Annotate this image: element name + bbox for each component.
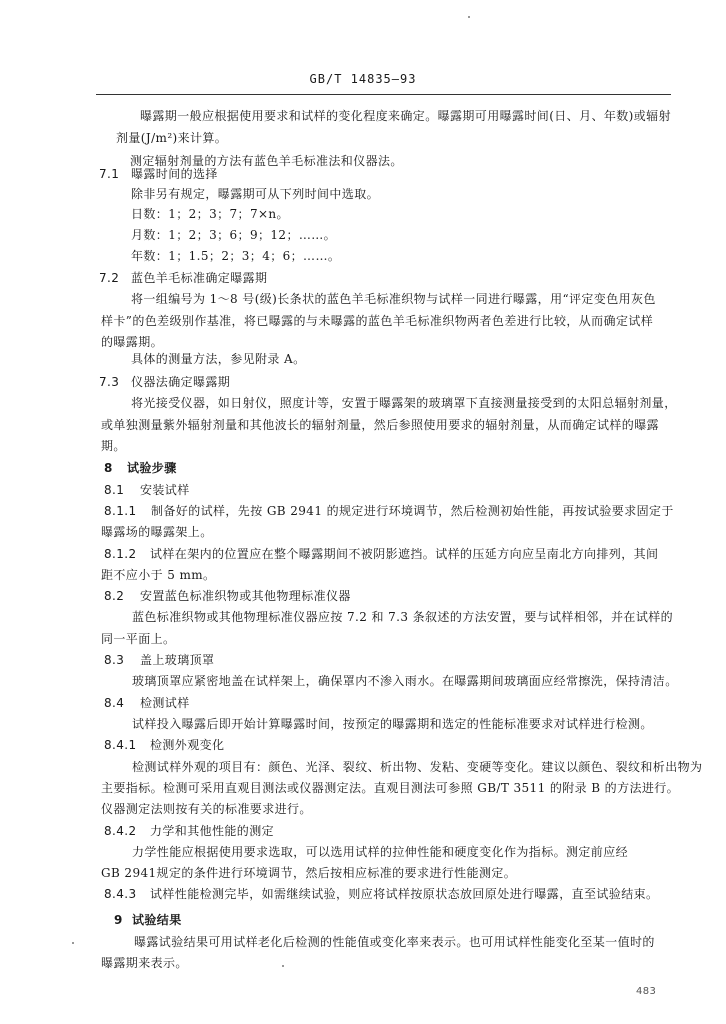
text-line: 的曝露期。 — [101, 335, 164, 349]
page-number: 483 — [636, 986, 657, 997]
page-header: GB/T 14835—93 — [309, 72, 417, 86]
text-line: 玻璃顶罩应紧密地盖在试样架上，确保罩内不渗入雨水。在曝露期间玻璃面应经常擦洗，保持清洁。 — [132, 674, 678, 688]
text-line: 期。 — [101, 439, 126, 453]
text-line: 日数：1；2；3；7；7×n。 — [131, 207, 289, 221]
header-rule — [96, 94, 671, 95]
section-number: 8.1 — [104, 483, 125, 497]
section-heading: 仪器法确定曝露期 — [131, 375, 231, 389]
section-number: 8.1.1 — [104, 504, 137, 518]
section-heading: 安装试样 — [140, 483, 190, 497]
text-line: 月数：1；2；3；6；9；12；……。 — [131, 228, 337, 242]
text-line: 距不应小于 5 mm。 — [101, 568, 216, 582]
text-line: 检测试样外观的项目有：颜色、光泽、裂纹、析出物、发粘、变硬等变化。建议以颜色、裂纹和析出物为 — [132, 760, 703, 774]
text-line: 或单独测量紫外辐射剂量和其他波长的辐射剂量，然后参照使用要求的辐射剂量，从而确定试样的曝露 — [101, 418, 660, 432]
text-line: GB 2941规定的条件进行环境调节，然后按相应标准的要求进行性能测定。 — [101, 866, 517, 880]
text-line: 力学性能应根据使用要求选取，可以选用试样的拉伸性能和硬度变化作为指标。测定前应经 — [132, 845, 629, 859]
text-line: 试样投入曝露后即开始计算曝露时间，按预定的曝露期和选定的性能标准要求对试样进行检测。 — [132, 717, 653, 731]
scan-speck — [72, 942, 74, 944]
section-heading: 试验结果 — [132, 913, 182, 927]
section-number: 9 — [114, 913, 123, 927]
text-line: 将一组编号为 1～8 号(级)长条状的蓝色羊毛标准织物与试样一同进行曝露，用“评定变色用灰色 — [131, 292, 656, 306]
section-heading: 力学和其他性能的测定 — [150, 824, 275, 838]
text-line: 曝露场的曝露架上。 — [101, 525, 213, 539]
section-heading: 曝露时间的选择 — [131, 167, 218, 181]
section-number: 8.4.2 — [104, 824, 137, 838]
section-heading: 试验步骤 — [127, 461, 177, 475]
text-line: 蓝色标准织物或其他物理标准仪器应按 7.2 和 7.3 条叙述的方法安置，要与试样相邻，并在试样的 — [132, 610, 674, 624]
text-line: 将光接受仪器，如日射仪，照度计等，安置于曝露架的玻璃罩下直接测量接受到的太阳总辐射剂量， — [131, 396, 677, 410]
text-line: 年数：1；1.5；2；3；4；6；……。 — [131, 249, 341, 263]
section-heading: 蓝色羊毛标准确定曝露期 — [131, 271, 268, 285]
text-line: 曝露期一般应根据使用要求和试样的变化程度来确定。曝露期可用曝露时间(日、月、年数)或辐射 — [140, 109, 671, 123]
text-line: 样卡”的色差级别作基准，将已曝露的与未曝露的蓝色羊毛标准织物两者色差进行比较，从而确定试样 — [101, 314, 654, 328]
text-line: 除非另有规定，曝露期可从下列时间中选取。 — [131, 187, 380, 201]
section-number: 7.2 — [99, 271, 120, 285]
section-number: 8.3 — [104, 653, 125, 667]
section-heading: 盖上玻璃顶罩 — [140, 653, 215, 667]
text-line: 同一平面上。 — [101, 632, 176, 646]
text-line: 曝露试验结果可用试样老化后检测的性能值或变化率来表示。也可用试样性能变化至某一值时的 — [134, 935, 655, 949]
scan-speck — [468, 16, 470, 18]
section-number: 8.4.1 — [104, 738, 137, 752]
section-number: 8.2 — [104, 589, 125, 603]
scan-speck — [282, 965, 284, 967]
section-number: 8.1.2 — [104, 547, 137, 561]
text-line: 试样在架内的位置应在整个曝露期间不被阴影遮挡。试样的压延方向应呈南北方向排列，其间 — [150, 547, 659, 561]
text-line: 试样性能检测完毕，如需继续试验，则应将试样按原状态放回原处进行曝露，直至试验结束。 — [150, 887, 659, 901]
text-line: 剂量(J/m²)来计算。 — [116, 131, 228, 145]
section-number: 7.3 — [99, 375, 120, 389]
text-line: 主要指标。检测可采用直观目测法或仪器测定法。直观目测法可参照 GB/T 3511 的附录 B 的方法进行。 — [101, 781, 680, 795]
text-line: 仪器测定法则按有关的标准要求进行。 — [101, 802, 312, 816]
text-line: 曝露期来表示。 — [101, 956, 188, 970]
section-number: 8.4.3 — [104, 887, 137, 901]
text-line: 制备好的试样，先按 GB 2941 的规定进行环境调节，然后检测初始性能，再按试验要求固定于 — [151, 504, 674, 518]
section-heading: 安置蓝色标准织物或其他物理标准仪器 — [140, 589, 351, 603]
section-number: 8 — [104, 461, 113, 475]
text-line: 测定辐射剂量的方法有蓝色羊毛标准法和仪器法。 — [130, 154, 403, 168]
text-line: 具体的测量方法，参见附录 A。 — [131, 352, 306, 366]
section-number: 7.1 — [99, 167, 120, 181]
section-heading: 检测试样 — [140, 696, 190, 710]
section-number: 8.4 — [104, 696, 125, 710]
section-heading: 检测外观变化 — [150, 738, 225, 752]
